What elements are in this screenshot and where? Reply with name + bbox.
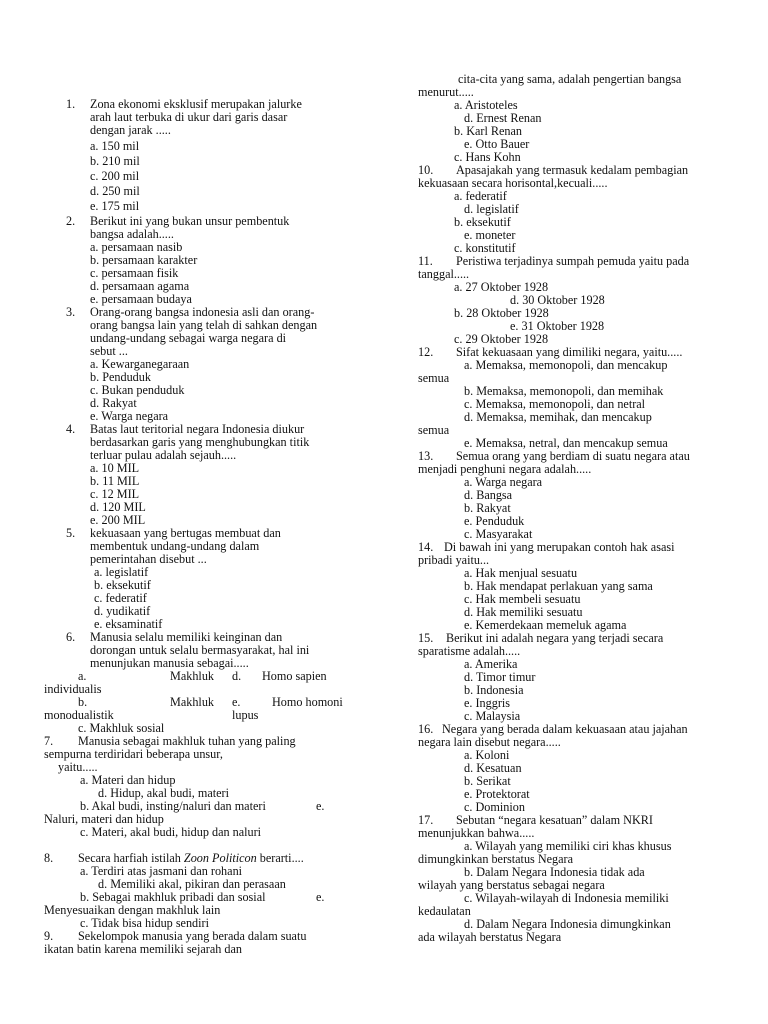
question-text: arah laut terbuka di ukur dari garis dasar	[90, 110, 288, 124]
answer-option[interactable]: b. 210 mil	[90, 154, 140, 168]
answer-option[interactable]: ada wilayah berstatus Negara	[418, 930, 562, 944]
answer-option[interactable]: d. Bangsa	[464, 488, 513, 502]
question-number: 1.	[66, 97, 76, 111]
answer-option[interactable]: b. Memaksa, memonopoli, dan memihak	[464, 384, 664, 398]
question-text: kekuasaan secara horisontal,kecuali.....	[418, 176, 608, 190]
answer-option[interactable]: a. Kewarganegaraan	[90, 357, 190, 371]
question-number: 5.	[66, 526, 76, 540]
question-number: 10.	[418, 163, 434, 177]
answer-option[interactable]: b. eksekutif	[94, 578, 151, 592]
answer-option[interactable]: b. Penduduk	[90, 370, 151, 384]
answer-option[interactable]: b. Serikat	[464, 774, 511, 788]
question-text: dorongan untuk selalu bermasyarakat, hal ini	[90, 643, 310, 657]
answer-option[interactable]: e. 200 MIL	[90, 513, 146, 527]
answer-option[interactable]: d. persamaan agama	[90, 279, 190, 293]
question-number: 4.	[66, 422, 76, 436]
answer-option[interactable]: d. 30 Oktober 1928	[510, 293, 605, 307]
answer-option[interactable]: e. 175 mil	[90, 199, 140, 213]
answer-option[interactable]: c. Dominion	[464, 800, 525, 814]
answer-option[interactable]: c. Hans Kohn	[454, 150, 521, 164]
answer-option[interactable]: Makhluk	[170, 695, 215, 709]
answer-option[interactable]: monodualistik	[44, 708, 114, 722]
question-text: sebut ...	[90, 344, 128, 358]
answer-option[interactable]: semua	[418, 371, 450, 385]
question-text: negara lain disebut negara.....	[418, 735, 561, 749]
answer-option[interactable]: d. yudikatif	[94, 604, 151, 618]
answer-option[interactable]: d. Kesatuan	[464, 761, 522, 775]
answer-option[interactable]: c. 12 MIL	[90, 487, 140, 501]
answer-option[interactable]: Makhluk	[170, 669, 215, 683]
answer-option[interactable]: e. Warga negara	[90, 409, 169, 423]
question-text: Peristiwa terjadinya sumpah pemuda yaitu pada	[456, 254, 690, 268]
question-text: sparatisme adalah.....	[418, 644, 521, 658]
answer-option[interactable]: dimungkinkan berstatus Negara	[418, 852, 574, 866]
question-text: cita-cita yang sama, adalah pengertian bangsa	[458, 72, 682, 86]
answer-option[interactable]: b. 11 MIL	[90, 474, 140, 488]
question-number: 14.	[418, 540, 434, 554]
question-number: 12.	[418, 345, 434, 359]
question-text: sempurna terdiridari beberapa unsur,	[44, 747, 223, 761]
question-text: Berikut ini yang bukan unsur pembentuk	[90, 214, 290, 228]
question-text: membentuk undang-undang dalam	[90, 539, 260, 553]
question-text: menunjukkan bahwa.....	[418, 826, 535, 840]
question-number: 2.	[66, 214, 76, 228]
answer-option[interactable]: d. Timor timur	[464, 670, 536, 684]
question-number: 16.	[418, 722, 434, 736]
question-text: Apasajakah yang termasuk kedalam pembagian	[456, 163, 689, 177]
question-number: 8.	[44, 851, 54, 865]
answer-option[interactable]: c. 29 Oktober 1928	[454, 332, 549, 346]
answer-option[interactable]: b. Karl Renan	[454, 124, 523, 138]
question-text: Manusia selalu memiliki keinginan dan	[90, 630, 283, 644]
question-text: yaitu.....	[58, 760, 98, 774]
answer-option[interactable]: a. Memaksa, memonopoli, dan mencakup	[464, 358, 668, 372]
answer-option[interactable]: d. Ernest Renan	[464, 111, 542, 125]
question-text: Batas laut teritorial negara Indonesia diukur	[90, 422, 305, 436]
question-text: Negara yang berada dalam kekuasaan atau jajahan	[442, 722, 688, 736]
question-number: 9.	[44, 929, 54, 943]
question-text: Semua orang yang berdiam di suatu negara atau	[456, 449, 690, 463]
answer-option[interactable]: Homo sapien	[262, 669, 327, 683]
answer-option[interactable]: d. Hak memiliki sesuatu	[464, 605, 583, 619]
answer-option[interactable]: c. konstitutif	[454, 241, 516, 255]
answer-option[interactable]: a. Koloni	[464, 748, 510, 762]
answer-option[interactable]: b. Indonesia	[464, 683, 524, 697]
question-text: kekuasaan yang bertugas membuat dan	[90, 526, 281, 540]
answer-option[interactable]: a. 27 Oktober 1928	[454, 280, 549, 294]
answer-option[interactable]: c. Tidak bisa hidup sendiri	[80, 916, 209, 930]
answer-option[interactable]: c. Masyarakat	[464, 527, 533, 541]
question-number: 13.	[418, 449, 434, 463]
answer-option[interactable]: e. 31 Oktober 1928	[510, 319, 605, 333]
answer-option[interactable]: c. persamaan fisik	[90, 266, 179, 280]
question-text: Secara harfiah istilah Zoon Politicon berarti....	[78, 851, 304, 865]
answer-option[interactable]: d. Dalam Negara Indonesia dimungkinkan	[464, 917, 671, 931]
question-number: 15.	[418, 631, 434, 645]
option-letter[interactable]: e.	[316, 890, 325, 904]
answer-option[interactable]: b. Dalam Negara Indonesia tidak ada	[464, 865, 645, 879]
answer-option[interactable]: e. Otto Bauer	[464, 137, 530, 151]
answer-option[interactable]: b. Hak mendapat perlakuan yang sama	[464, 579, 653, 593]
answer-option[interactable]: b. Rakyat	[464, 501, 511, 515]
question-number: 6.	[66, 630, 76, 644]
question-text: Berikut ini adalah negara yang terjadi secara	[446, 631, 664, 645]
answer-option[interactable]: d. Memiliki akal, pikiran dan perasaan	[98, 877, 286, 891]
question-number: 17.	[418, 813, 434, 827]
answer-option[interactable]: a. Hak menjual sesuatu	[464, 566, 578, 580]
answer-option[interactable]: d. Rakyat	[90, 396, 137, 410]
answer-option[interactable]: Homo homoni	[272, 695, 343, 709]
question-text: pribadi yaitu...	[418, 553, 490, 567]
answer-option[interactable]: e. persamaan budaya	[90, 292, 192, 306]
answer-option[interactable]: kedaulatan	[418, 904, 471, 918]
answer-option[interactable]: a. 150 mil	[90, 139, 140, 153]
question-text: Manusia sebagai makhluk tuhan yang paling	[78, 734, 296, 748]
answer-option[interactable]: e. Kemerdekaan memeluk agama	[464, 618, 627, 632]
question-text: Orang-orang bangsa indonesia asli dan orang-	[90, 305, 315, 319]
option-letter[interactable]: d.	[232, 669, 242, 683]
answer-option[interactable]: e. Protektorat	[464, 787, 530, 801]
answer-option[interactable]: b. eksekutif	[454, 215, 511, 229]
answer-option[interactable]: Naluri, materi dan hidup	[44, 812, 164, 826]
answer-option[interactable]: a. federatif	[454, 189, 507, 203]
answer-option[interactable]: a. Amerika	[464, 657, 518, 671]
answer-option[interactable]: d. 250 mil	[90, 184, 140, 198]
answer-option[interactable]: c. Makhluk sosial	[78, 721, 165, 735]
answer-option[interactable]: c. Bukan penduduk	[90, 383, 185, 397]
question-text: Di bawah ini yang merupakan contoh hak asasi	[444, 540, 675, 554]
question-text: menurut.....	[418, 85, 474, 99]
question-number: 3.	[66, 305, 76, 319]
answer-option[interactable]: d. 120 MIL	[90, 500, 146, 514]
answer-option[interactable]: a. legislatif	[94, 565, 149, 579]
answer-option[interactable]: c. Hak membeli sesuatu	[464, 592, 581, 606]
answer-option[interactable]: e. eksaminatif	[94, 617, 163, 631]
answer-option[interactable]: a. Materi dan hidup	[80, 773, 176, 787]
answer-option[interactable]: e. Memaksa, netral, dan mencakup semua	[464, 436, 668, 450]
term-zoon-politicon: Zoon Politicon	[183, 851, 257, 865]
option-letter[interactable]: a.	[78, 669, 87, 683]
answer-option[interactable]: a. Warga negara	[464, 475, 543, 489]
question-text: menjadi penghuni negara adalah.....	[418, 462, 592, 476]
question-text: pemerintahan disebut ...	[90, 552, 207, 566]
question-text: orang bangsa lain yang telah di sahkan dengan	[90, 318, 318, 332]
question-text: undang-undang sebagai warga negara di	[90, 331, 287, 345]
answer-option[interactable]: wilayah yang berstatus sebagai negara	[418, 878, 605, 892]
question-text: Sifat kekuasaan yang dimiliki negara, yaitu.....	[456, 345, 683, 359]
answer-option[interactable]: lupus	[232, 708, 259, 722]
answer-option[interactable]: a. persamaan nasib	[90, 240, 183, 254]
answer-option[interactable]: a. 10 MIL	[90, 461, 140, 475]
answer-option[interactable]: d. legislatif	[464, 202, 519, 216]
answer-option[interactable]: c. Materi, akal budi, hidup dan naluri	[80, 825, 262, 839]
question-text: dengan jarak .....	[90, 123, 171, 137]
answer-option[interactable]: b. 28 Oktober 1928	[454, 306, 549, 320]
question-text: Sebutan “negara kesatuan” dalam NKRI	[456, 813, 653, 827]
answer-option[interactable]: b. Akal budi, insting/naluri dan materi	[80, 799, 266, 813]
answer-option[interactable]: c. federatif	[94, 591, 147, 605]
answer-option[interactable]: c. Malaysia	[464, 709, 521, 723]
option-letter[interactable]: b.	[78, 695, 88, 709]
answer-option[interactable]: b. Sebagai makhluk pribadi dan sosial	[80, 890, 266, 904]
question-number: 7.	[44, 734, 54, 748]
question-text: ikatan batin karena memiliki sejarah dan	[44, 942, 242, 956]
answer-option[interactable]: individualis	[44, 682, 102, 696]
answer-option[interactable]: a. Wilayah yang memiliki ciri khas khusus	[464, 839, 672, 853]
answer-option[interactable]: semua	[418, 423, 450, 437]
answer-option[interactable]: a. Aristoteles	[454, 98, 518, 112]
question-text: tanggal.....	[418, 267, 470, 281]
answer-option[interactable]: Menyesuaikan dengan makhluk lain	[44, 903, 221, 917]
question-text: Sekelompok manusia yang berada dalam suatu	[78, 929, 307, 943]
question-text: Zona ekonomi eksklusif merupakan jalurke	[90, 97, 302, 111]
option-letter[interactable]: e.	[316, 799, 325, 813]
question-text: menunjukan manusia sebagai.....	[90, 656, 249, 670]
answer-option[interactable]: c. Wilayah-wilayah di Indonesia memiliki	[464, 891, 669, 905]
question-text: terluar pulau adalah sejauh.....	[90, 448, 237, 462]
answer-option[interactable]: c. 200 mil	[90, 169, 140, 183]
answer-option[interactable]: e. Inggris	[464, 696, 511, 710]
answer-option[interactable]: d. Hidup, akal budi, materi	[98, 786, 229, 800]
answer-option[interactable]: a. Terdiri atas jasmani dan rohani	[80, 864, 243, 878]
answer-option[interactable]: e. moneter	[464, 228, 516, 242]
question-text: bangsa adalah.....	[90, 227, 174, 241]
question-text: berdasarkan garis yang menghubungkan titik	[90, 435, 310, 449]
answer-option[interactable]: c. Memaksa, memonopoli, dan netral	[464, 397, 646, 411]
option-letter[interactable]: e.	[232, 695, 241, 709]
question-number: 11.	[418, 254, 433, 268]
answer-option[interactable]: e. Penduduk	[464, 514, 525, 528]
answer-option[interactable]: d. Memaksa, memihak, dan mencakup	[464, 410, 652, 424]
answer-option[interactable]: b. persamaan karakter	[90, 253, 198, 267]
